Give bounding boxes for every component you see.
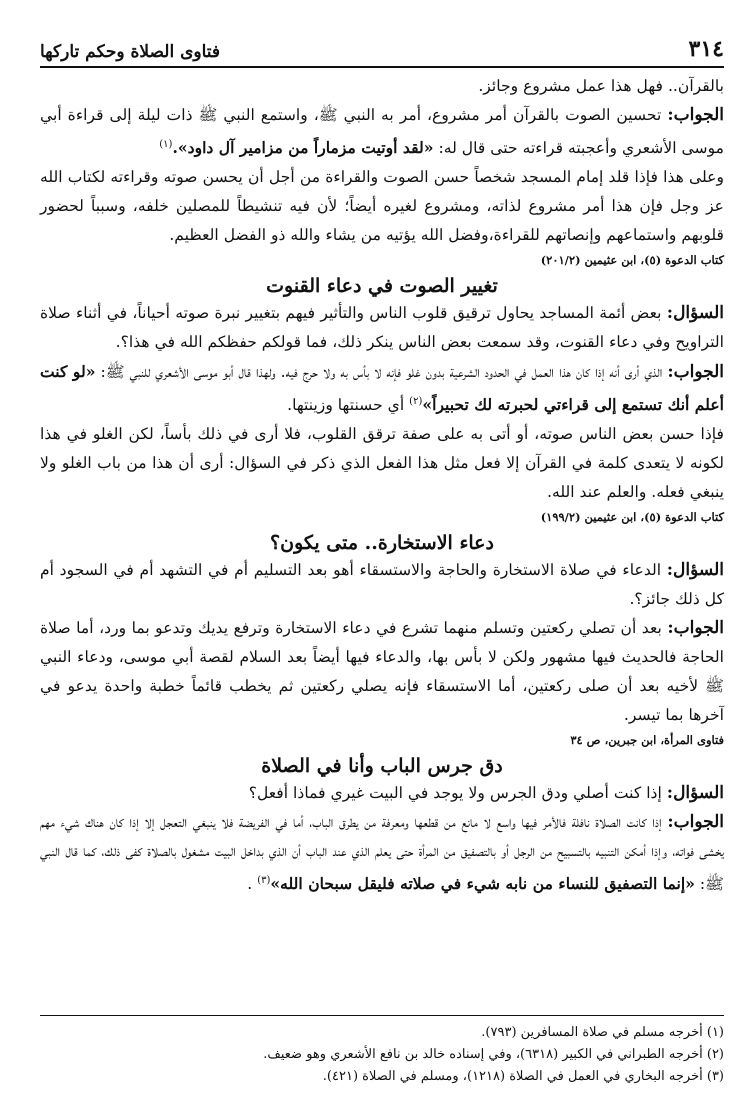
hadith-quote: «لو كنت أعلم أنك تستمع إلى قراءتي لحبرته لك تحبيراً» bbox=[40, 362, 724, 415]
question-paragraph bbox=[40, 556, 724, 614]
question-label: السؤال: bbox=[666, 783, 724, 804]
answer-paragraph bbox=[40, 101, 724, 163]
hadith-quote: «لقد أوتيت مزماراً من مزامير آل داود». bbox=[172, 138, 434, 158]
answer-text: إذا كانت الصلاة نافلة فالأمر فيها واسع لا مانع من قطعها ومعرفة من يطرق الباب، أما في الفريضة فلا ينبغي التعجل إلا إذا كان هناك شيء مهم يخشى فواته، وإذا أمكن التنبيه بالتسبيح من الرجل أو بالتصفيق من المرأة حتى يعلم الذي عند الباب أن الذي بداخل البيت مشغول بالصلاة كفى ذلك، كما قال النبي ﷺ: bbox=[40, 813, 724, 894]
answer-paragraph bbox=[40, 357, 724, 420]
question-label: السؤال: bbox=[666, 560, 724, 581]
footnote-ref: (١) bbox=[159, 139, 173, 150]
body-paragraph: وعلى هذا فإذا قلد إمام المسجد شخصاً حسن الصوت والقراءة من أجل أن يحسن صوته وقراءته لكتاب الله عز وجل فإن هذا أمر مشروع لذاته، ومشروع لغيره أيضاً؛ لأن فيه تنشيطاً للمصلين خلفه، وسبباً لحضور قلوبهم واستماعهم وإنصاتهم للقراءة،وفضل الله يؤتيه من يشاء والله ذو الفضل العظيم. bbox=[40, 168, 724, 245]
footnote-ref: (٣) bbox=[257, 875, 271, 887]
running-title: فتاوى الصلاة وحكم تاركها bbox=[40, 42, 221, 62]
hadith-quote: «إنما التصفيق للنساء من نابه شيء في صلاته فليقل سبحان الله» bbox=[270, 874, 695, 894]
footnotes bbox=[40, 1015, 724, 1088]
question-paragraph bbox=[40, 779, 724, 808]
page-body bbox=[40, 72, 724, 900]
question-text: بعض أئمة المساجد يحاول ترقيق قلوب الناس والتأثير فيهم بتغيير نبرة صوته أحياناً، في أثناء صلاة التراويح وفي دعاء القنوت، وقد سمعت بعض الناس ينكر ذلك، فما قولكم حفظكم الله في هذا؟. bbox=[40, 304, 724, 352]
question-text: إذا كنت أصلي ودق الجرس ولا يوجد في البيت غيري فماذا أفعل؟ bbox=[248, 784, 662, 803]
section-heading: دعاء الاستخارة.. متى يكون؟ bbox=[270, 532, 494, 555]
footnote-item: (١) أخرجه مسلم في صلاة المسافرين (٧٩٣). bbox=[481, 1025, 724, 1040]
answer-paragraph bbox=[40, 808, 724, 899]
footnote-ref: (٢) bbox=[409, 396, 423, 408]
footnote-item: (٢) أخرجه الطبراني في الكبير (٦٣١٨)، وفي إسناده خالد بن نافع الأشعري وهو ضعيف. bbox=[263, 1047, 724, 1062]
question-text: الدعاء في صلاة الاستخارة والحاجة والاستسقاء أهو بعد التسليم أم في التشهد أم في السجود أم كل ذلك جائز؟. bbox=[40, 561, 724, 609]
page-header bbox=[40, 30, 724, 68]
source-citation: كتاب الدعوة (٥)، ابن عثيمين (٢٠١/٢) bbox=[540, 253, 724, 268]
answer-text: تحسين الصوت بالقرآن أمر مشروع، أمر به النبي ﷺ، واستمع النبي ﷺ ذات ليلة إلى قراءة أبي موسى الأشعري وأعجبته قراءته حتى قال له: bbox=[40, 106, 724, 158]
answer-text: الذي أرى أنه إذا كان هذا العمل في الحدود الشرعية بدون غلو فإنه لا بأس به ولا حرج فيه. ولهذا قال أبو موسى الأشعري للنبي ﷺ: bbox=[100, 363, 663, 382]
question-label: السؤال: bbox=[666, 303, 724, 324]
source-citation: فتاوى المرأة، ابن جبرين، ص ٣٤ bbox=[570, 733, 724, 748]
answer-tail: أي حسنتها وزينتها. bbox=[287, 396, 405, 415]
answer-paragraph bbox=[40, 614, 724, 730]
footnote-item: (٣) أخرجه البخاري في العمل في الصلاة (١٢١٨)، ومسلم في الصلاة (٤٢١). bbox=[322, 1069, 724, 1084]
answer-text: بعد أن تصلي ركعتين وتسلم منهما تشرع في دعاء الاستخارة وترفع يديك وتدعو بما ورد، أما صلاة الحاجة فالحديث فيها مشهور ولكن لا بأس بها، والدعاء فيها أيضاً بعد السلام لقصة أبي موسى، ودعاء النبي ﷺ لأخيه بعد أن صلى ركعتين، أما الاستسقاء فإنه يصلي ركعتين ثم يخطب قائماً خطبة واحدة يدعو في آخرها بما تيسر. bbox=[40, 619, 724, 725]
answer-label: الجواب: bbox=[667, 812, 724, 833]
body-paragraph: فإذا حسن بعض الناس صوته، أو أتى به على صفة ترقق القلوب، فلا أرى في ذلك بأساً، لكن الغلو في هذا لكونه لا يتعدى كلمة في القرآن إلا فعل مثل هذا الفعل الذي ذكر في السؤال: أرى أن هذا من باب الغلو ولا ينبغي فعله. والعلم عند الله. bbox=[40, 425, 724, 502]
answer-label: الجواب: bbox=[667, 618, 724, 639]
answer-label: الجواب: bbox=[667, 105, 724, 125]
answer-label: الجواب: bbox=[667, 362, 724, 383]
section-heading: دق جرس الباب وأنا في الصلاة bbox=[261, 755, 503, 778]
answer-end: . bbox=[247, 875, 253, 894]
page-number: ٣١٤ bbox=[688, 36, 724, 62]
section-heading: تغيير الصوت في دعاء القنوت bbox=[266, 275, 498, 298]
source-citation: كتاب الدعوة (٥)، ابن عثيمين (١٩٩/٢) bbox=[540, 510, 724, 525]
question-paragraph bbox=[40, 299, 724, 357]
intro-text: بالقرآن.. فهل هذا عمل مشروع وجائز. bbox=[478, 77, 724, 95]
